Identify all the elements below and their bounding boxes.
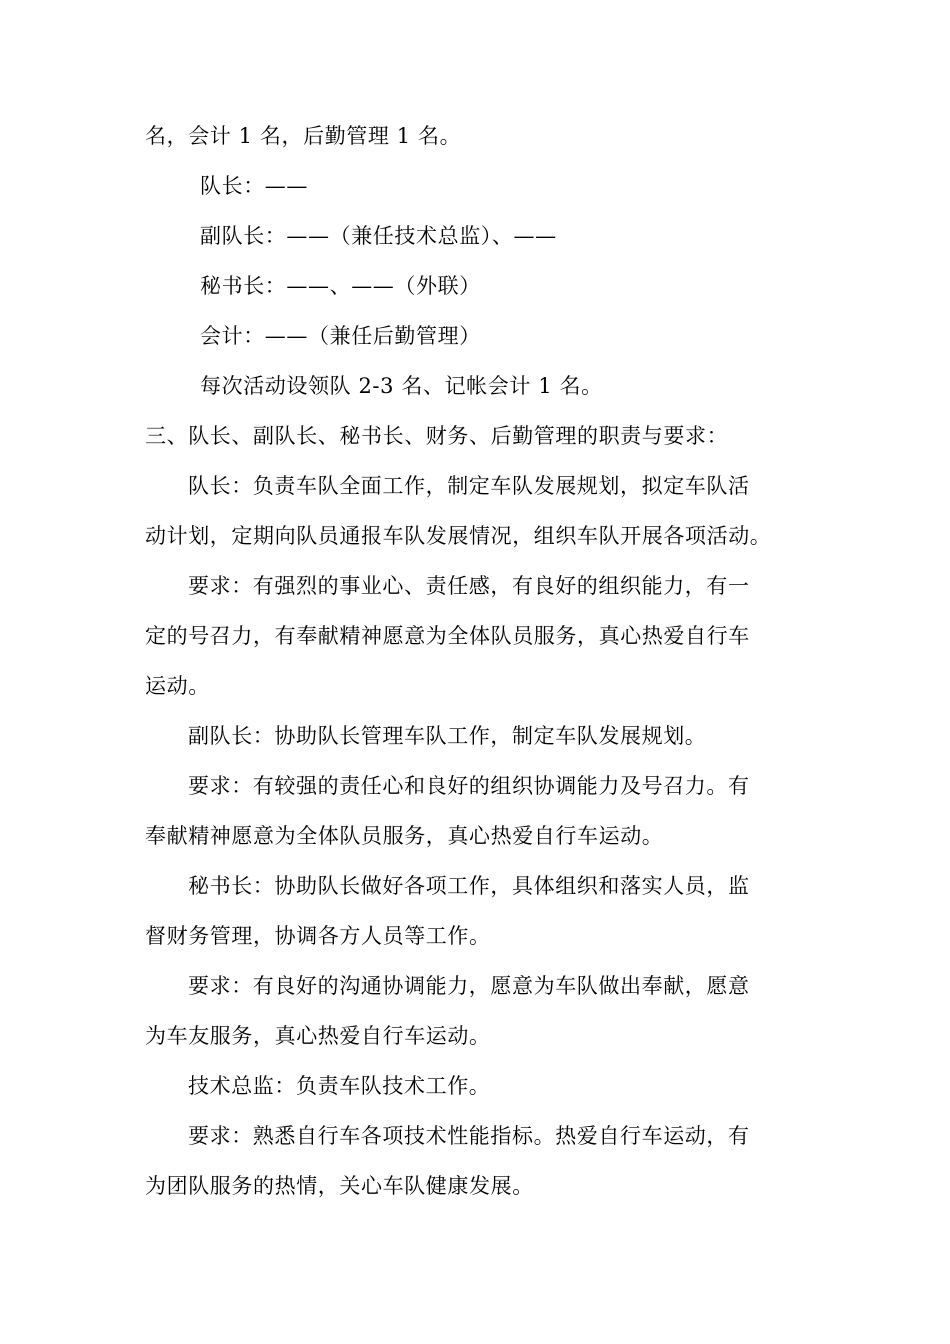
text-line: 要求：熟悉自行车各项技术性能指标。热爱自行车运动，有	[188, 1124, 750, 1148]
text-line: 要求：有较强的责任心和良好的组织协调能力及号召力。有	[188, 774, 750, 798]
text-line: 督财务管理，协调各方人员等工作。	[145, 924, 491, 948]
text-line: 技术总监：负责车队技术工作。	[188, 1074, 491, 1098]
text-line: 秘书长：协助队长做好各项工作，具体组织和落实人员，监	[188, 874, 750, 898]
text-line: 要求：有良好的沟通协调能力，愿意为车队做出奉献，愿意	[188, 974, 750, 998]
text-line: 名，会计 1 名，后勤管理 1 名。	[145, 124, 462, 148]
text-line: 会计：——（兼任后勤管理）	[200, 324, 481, 348]
text-line: 副队长：——（兼任技术总监）、——	[200, 224, 557, 248]
text-line: 定的号召力，有奉献精神愿意为全体队员服务，真心热爱自行车	[145, 624, 750, 648]
text-line: 运动。	[145, 674, 210, 698]
text-line: 为车友服务，真心热爱自行车运动。	[145, 1024, 491, 1048]
text-line: 队长：负责车队全面工作，制定车队发展规划，拟定车队活	[188, 474, 750, 498]
text-line: 动计划，定期向队员通报车队发展情况，组织车队开展各项活动。	[145, 524, 772, 548]
text-line: 秘书长：——、——（外联）	[200, 274, 481, 298]
text-line: 要求：有强烈的事业心、责任感，有良好的组织能力，有一	[188, 574, 750, 598]
text-line: 副队长：协助队长管理车队工作，制定车队发展规划。	[188, 724, 707, 748]
text-line: 每次活动设领队 2-3 名、记帐会计 1 名。	[200, 374, 603, 398]
text-line: 为团队服务的热情，关心车队健康发展。	[145, 1174, 534, 1198]
text-line: 队长：——	[200, 174, 308, 198]
section-heading: 三、队长、副队长、秘书长、财务、后勤管理的职责与要求：	[145, 424, 729, 448]
text-line: 奉献精神愿意为全体队员服务，真心热爱自行车运动。	[145, 824, 664, 848]
